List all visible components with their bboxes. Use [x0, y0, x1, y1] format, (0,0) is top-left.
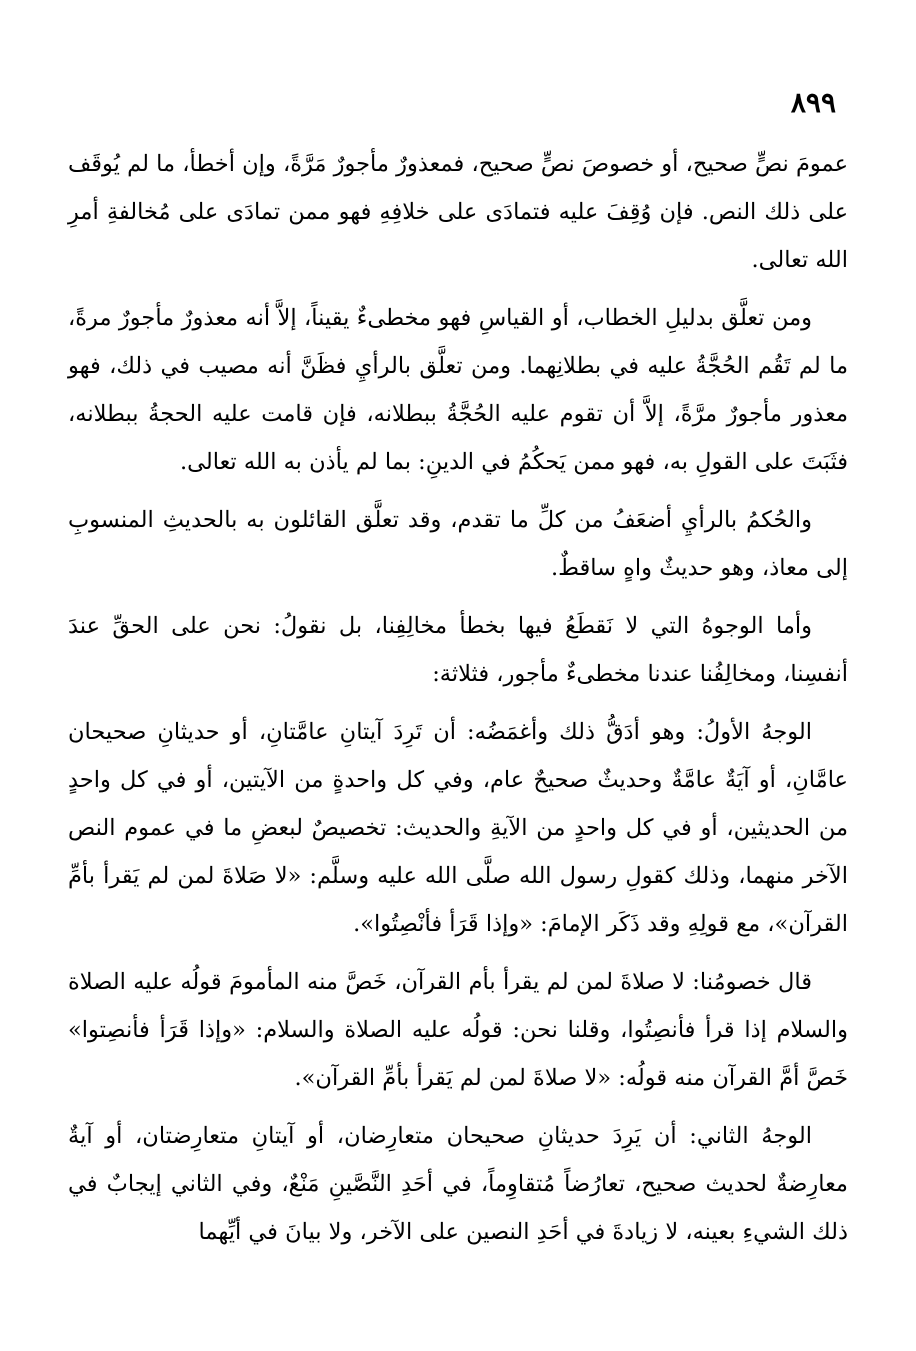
paragraph-1: عمومَ نصٍّ صحيح، أو خصوصَ نصٍّ صحيح، فمعذورٌ مأجورٌ مَرَّةً، وإن أخطأ، ما لم يُوقَف على ذلك النص. فإن وُقِفَ عليه فتمادَى على خلافِهِ فهو ممن تمادَى على مُخالفةِ أمرِ الله تعالى.: [68, 151, 848, 273]
paragraph-6: قال خصومُنا: لا صلاةَ لمن لم يقرأ بأم القرآن، خَصَّ منه المأمومَ قولُه عليه الصلاة والسلام إذا قرأ فأنصِتُوا، وقلنا نحن: قولُه عليه الصلاة والسلام: «وإذا قَرَأ فأنصِتوا» خَصَّ أمَّ القرآن منه قولُه: «لا صلاةَ لمن لم يَقرأ بأمِّ القرآن».: [68, 969, 848, 1091]
paragraph-3: والحُكمُ بالرأيِ أضعَفُ من كلِّ ما تقدم، وقد تعلَّق القائلون به بالحديثِ المنسوبِ إلى معاذ، وهو حديثٌ واهٍ ساقطٌ.: [68, 507, 848, 581]
paragraph-7: الوجهُ الثاني: أن يَرِدَ حديثانِ صحيحان متعارِضان، أو آيتانِ متعارِضتان، أو آيةٌ معارِضةٌ لحديث صحيح، تعارُضاً مُتقاوِماً، في أحَدِ النَّصَّينِ مَنْعٌ، وفي الثاني إيجابٌ في ذلك الشيءِ بعينه، لا زيادةَ في أحَدِ النصين على الآخر، ولا بيانَ في أيِّهما: [68, 1123, 848, 1245]
paragraph-5: الوجهُ الأولُ: وهو أدَقُّ ذلك وأغمَضُه: أن تَرِدَ آيتانِ عامَّتانِ، أو حديثانِ صحيحان عامَّانِ، أو آيَةٌ عامَّةٌ وحديثٌ صحيحٌ عام، وفي كل واحدةٍ من الآيتين، أو في كل واحدٍ من الحديثين، أو في كل واحدٍ من الآيةِ والحديث: تخصيصٌ لبعضِ ما في عموم النص الآخر منهما، وذلك كقولِ رسول الله صلَّى الله عليه وسلَّم: «لا صَلاةَ لمن لم يَقرأ بأمِّ القرآن»، مع قولِهِ وقد ذَكَر الإمامَ: «وإذا قَرَأ فأنْصِتُوا».: [68, 719, 848, 937]
paragraph-4: وأما الوجوهُ التي لا نَقطَعُ فيها بخطأ مخالِفِنا، بل نقولُ: نحن على الحقِّ عندَ أنفسِنا، ومخالِفُنا عندنا مخطىءٌ مأجور، فثلاثة:: [68, 613, 848, 687]
page-number: ٨٩٩: [790, 86, 836, 119]
paragraph-2: ومن تعلَّق بدليلِ الخطاب، أو القياسِ فهو مخطىءٌ يقيناً، إلاَّ أنه معذورٌ مأجورٌ مرةً، ما لم تَقُم الحُجَّةُ عليه في بطلانِهما. ومن تعلَّق بالرأيِ فظَنَّ أنه مصيب في ذلك، فهو معذور مأجورٌ مرَّةً، إلاَّ أن تقوم عليه الحُجَّةُ ببطلانه، فإن قامت عليه الحجةُ ببطلانه، فثَبَتَ على القولِ به، فهو ممن يَحكُمُ في الدينِ: بما لم يأذن به الله تعالى.: [68, 305, 848, 475]
